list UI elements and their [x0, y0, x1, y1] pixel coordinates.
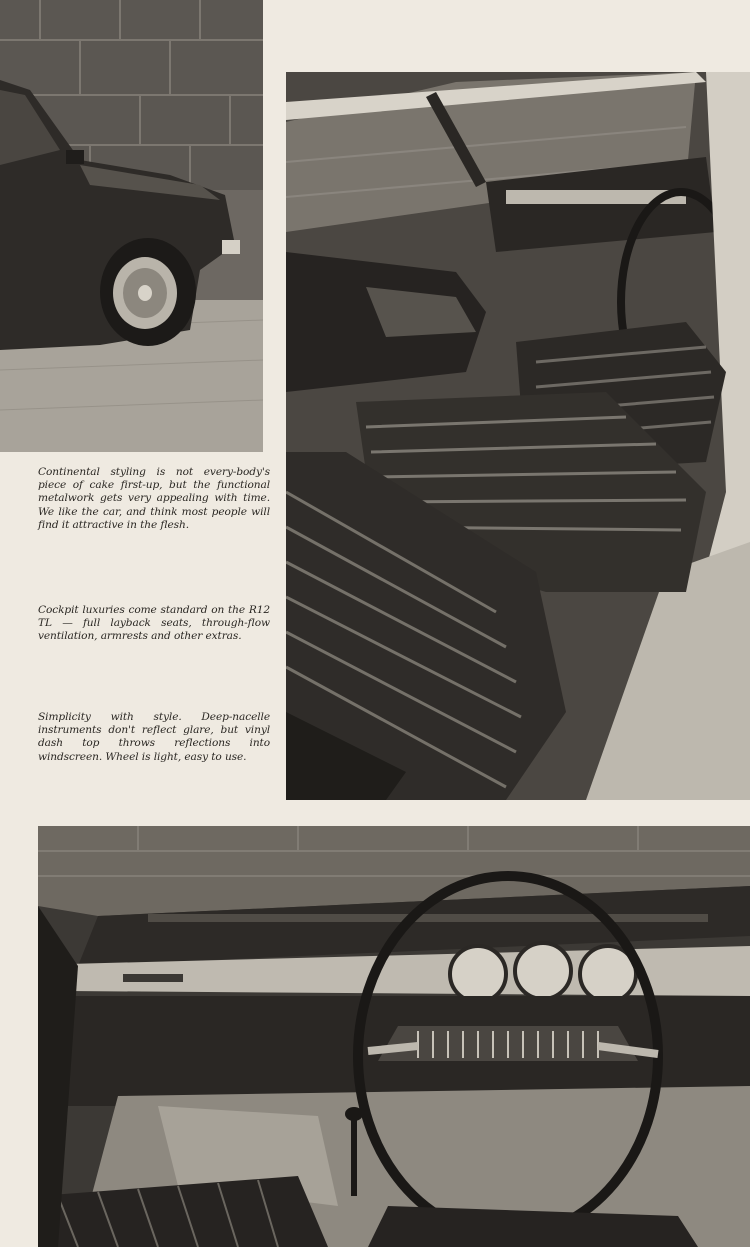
cockpit-photo — [286, 72, 750, 800]
exterior-photo — [0, 0, 263, 452]
dashboard-photo — [38, 826, 750, 1247]
exterior-caption: Continental styling is not every-body's piece of cake first-up, but the functional metalwork gets very appealing with time. We like the car, and think most people will find it attractive in the flesh. — [38, 466, 270, 531]
cockpit-caption: Cockpit luxuries come standard on the R12 TL — full layback seats, through-flow ventilation, armrests and other extras. — [38, 604, 270, 643]
dashboard-caption: Simplicity with style. Deep-nacelle instruments don't reflect glare, but vinyl dash top throws reflections into windscreen. Wheel is light, easy to use. — [38, 711, 270, 763]
